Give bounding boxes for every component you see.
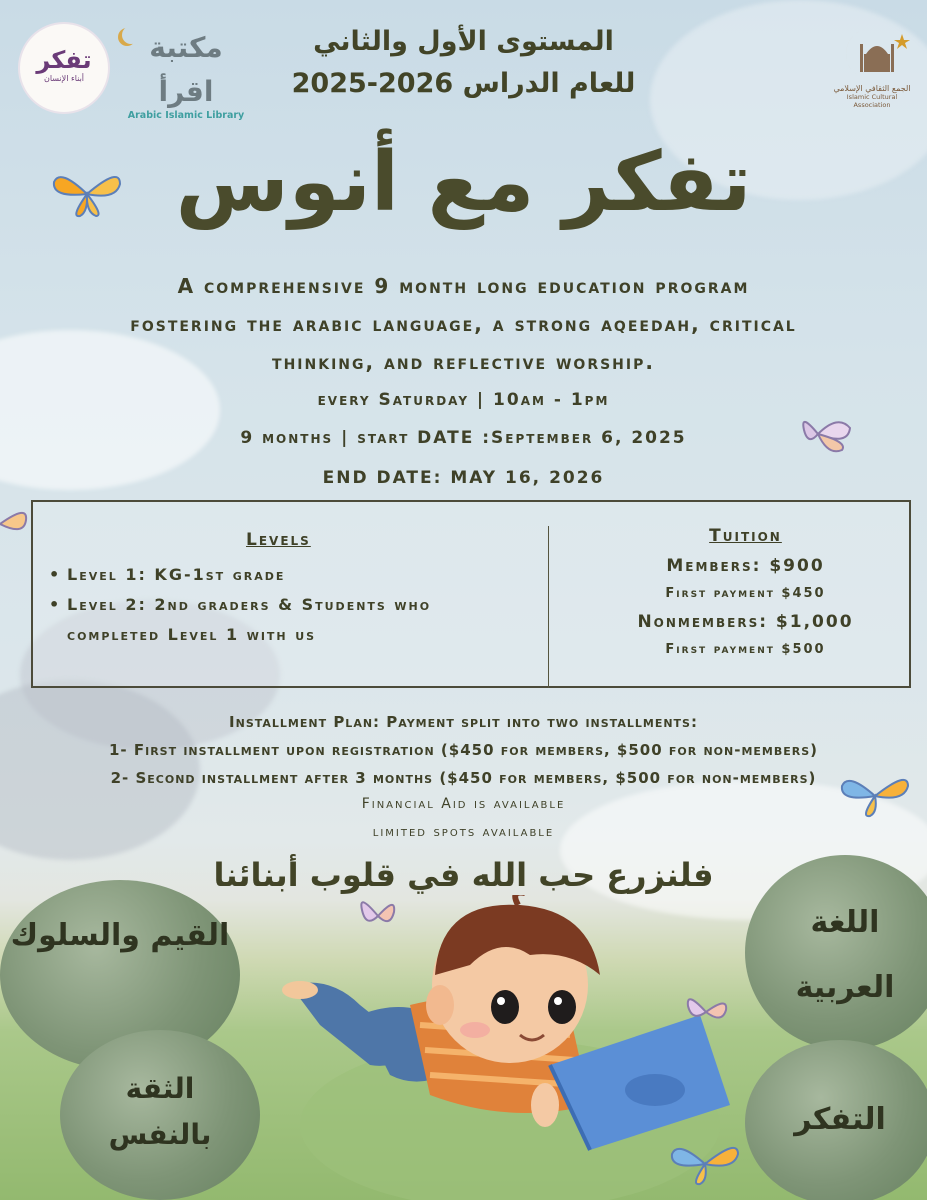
level-2-text: Level 2: 2nd graders & Students who xyxy=(67,595,432,614)
list-item xyxy=(49,590,431,620)
start-date-line: 9 months | start DATE :September 6, 2025 xyxy=(240,428,687,448)
butterfly-icon xyxy=(798,412,858,456)
tuition-title: Tuition xyxy=(709,526,782,546)
page-title: تفكر مع أنوس xyxy=(175,135,752,230)
nonmembers-first-payment: First payment $500 xyxy=(665,642,826,657)
list-item-continuation xyxy=(49,620,431,650)
values-label: القيم والسلوك xyxy=(10,918,230,953)
butterfly-icon xyxy=(50,168,124,220)
arabic-label-line-1: اللغة xyxy=(810,905,880,940)
boy-reading-illustration xyxy=(270,895,740,1165)
divider xyxy=(548,526,549,688)
butterfly-icon xyxy=(358,892,398,936)
installment-second: 2- Second installment after 3 months ($450 for members, $500 for non-members) xyxy=(110,769,817,787)
butterfly-icon xyxy=(684,990,730,1032)
description-line-1: A comprehensive 9 month long education program xyxy=(177,274,750,298)
installment-heading: Installment Plan: Payment split into two installments: xyxy=(229,713,698,731)
list-item xyxy=(49,560,431,590)
tuition-panel xyxy=(593,526,898,664)
installment-first: 1- First installment upon registration ($450 for members, $500 for non-members) xyxy=(108,741,819,759)
levels-title: Levels xyxy=(246,530,311,550)
confidence-label-line-2: بالنفس xyxy=(108,1118,212,1151)
bullet-spacer xyxy=(49,620,67,650)
confidence-label-line-1: الثقة xyxy=(125,1072,195,1105)
schedule-line: every Saturday | 10am - 1pm xyxy=(317,390,610,410)
tafakkur-logo-subtitle: أبناء الإنسان xyxy=(43,74,85,83)
level-2-text-continued: completed Level 1 with us xyxy=(67,625,317,644)
level-1-text: Level 1: KG-1st grade xyxy=(67,565,286,584)
description-line-3: thinking, and reflective worship. xyxy=(272,350,655,374)
end-date-line: END DATE: MAY 16, 2026 xyxy=(322,468,605,488)
butterfly-icon xyxy=(668,1140,742,1186)
tafakkur-logo-title: تفكر xyxy=(36,46,92,74)
financial-aid: Financial Aid is available xyxy=(361,796,566,812)
year-line: للعام الدراس 2026-2025 xyxy=(291,68,636,99)
bullet-icon: • xyxy=(49,595,62,614)
nonmembers-price: Nonmembers: $1,000 xyxy=(637,612,854,632)
level-line: المستوى الأول والثاني xyxy=(313,26,614,57)
iqra-logo-title: مكتبة اقرأ xyxy=(149,31,223,108)
iqra-logo-subtitle: Arabic Islamic Library xyxy=(127,110,245,121)
ica-logo-title: الجمع الثقافي الإسلامي xyxy=(833,84,911,93)
members-price: Members: $900 xyxy=(666,556,825,576)
bush xyxy=(745,855,927,1050)
members-first-payment: First payment $450 xyxy=(665,586,826,601)
butterfly-icon xyxy=(0,502,30,546)
info-box xyxy=(31,500,911,688)
bush xyxy=(60,1030,260,1200)
limited-spots: limited spots available xyxy=(372,824,555,840)
ica-logo-subtitle: Islamic Cultural Association xyxy=(846,93,898,109)
description-line-2: fostering the arabic language, a strong aqeedah, critical xyxy=(130,312,797,336)
bullet-icon: • xyxy=(49,565,62,584)
slogan: فلنزرع حب الله في قلوب أبنائنا xyxy=(213,856,714,894)
butterfly-icon xyxy=(838,772,912,818)
thinking-label: التفكر xyxy=(794,1102,886,1137)
arabic-label-line-2: العربية xyxy=(795,970,895,1005)
levels-list xyxy=(49,560,431,650)
